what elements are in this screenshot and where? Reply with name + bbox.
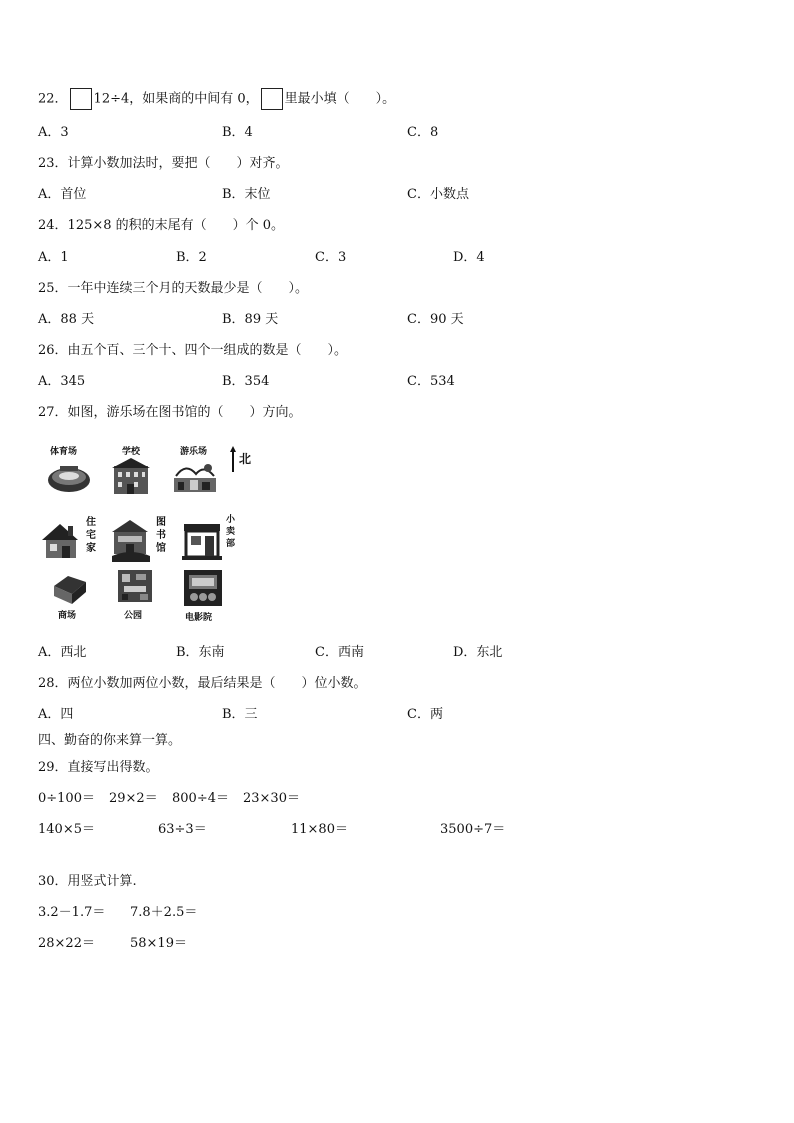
option-b[interactable]: B．354 [222,374,270,389]
option-b[interactable]: B．东南 [176,645,225,660]
label-char: 书 [156,530,166,541]
calc-item: 23×30＝ [243,791,300,806]
park-cell [114,568,164,620]
calc-item: 58×19＝ [130,936,187,951]
question-24: 24．125×8 的积的末尾有（ ）个 0。 [38,218,285,233]
amusement-park-cell [170,444,220,496]
option-a[interactable]: A．1 [38,250,69,265]
place-label-vertical [226,514,238,550]
place-label: 公园 [124,611,143,621]
house-cell [40,514,100,566]
mall-icon [50,572,94,606]
section-title: 四、勤奋的你来算一算。 [38,733,182,748]
place-label: 学校 [122,447,141,457]
question-26: 26．由五个百、三个十、四个一组成的数是（ ）。 [38,343,348,358]
label-char: 宅 [86,530,96,541]
question-23: 23．计算小数加法时，要把（ ）对齐。 [38,156,289,171]
question-27: 27．如图，游乐场在图书馆的（ ）方向。 [38,405,302,420]
option-c[interactable]: C．3 [315,250,347,265]
calc-item: 0÷100＝ [38,791,95,806]
option-c[interactable]: C．90 天 [407,312,464,327]
school-icon [108,456,158,496]
label-char: 家 [86,543,96,554]
map-figure [38,440,258,630]
place-label: 电影院 [185,613,213,623]
north-arrow-icon [230,446,236,472]
option-c[interactable]: C．西南 [315,645,364,660]
option-c[interactable]: C．小数点 [407,187,469,202]
blank-box[interactable] [70,88,92,110]
option-c[interactable]: C．8 [407,125,439,140]
option-d[interactable]: D．东北 [453,645,503,660]
place-label: 体育场 [50,447,78,457]
cinema-icon [182,568,226,608]
option-a[interactable]: A．四 [38,707,74,722]
amusement-park-icon [170,456,220,496]
label-char: 部 [226,539,236,549]
calc-item: 140×5＝ [38,822,95,837]
option-a[interactable]: A．88 天 [38,312,95,327]
place-label-vertical [86,516,98,555]
option-c[interactable]: C．两 [407,707,443,722]
question-28: 28．两位小数加两位小数，最后结果是（ ）位小数。 [38,676,367,691]
blank-box[interactable] [261,88,283,110]
school-cell [108,444,158,496]
stadium-icon [46,458,96,496]
calc-item: 29×2＝ [109,791,158,806]
north-label: 北 [239,452,252,466]
question-text: 里最小填（ ）。 [284,91,396,107]
question-25: 25．一年中连续三个月的天数最少是（ ）。 [38,281,309,296]
label-char: 住 [86,517,96,528]
option-b[interactable]: B．末位 [222,187,271,202]
shop-cell [180,514,240,566]
option-b[interactable]: B．4 [222,125,253,140]
option-b[interactable]: B．89 天 [222,312,279,327]
option-b[interactable]: B．三 [222,707,258,722]
place-label-vertical [156,516,168,555]
option-a[interactable]: A．345 [38,374,86,389]
option-b[interactable]: B．2 [176,250,207,265]
park-icon [114,568,158,606]
label-char: 馆 [156,543,166,554]
question-number: 22． [38,91,68,107]
option-a[interactable]: A．首位 [38,187,87,202]
question-29: 29．直接写出得数。 [38,760,159,775]
label-char: 卖 [226,527,236,537]
calc-item: 7.8＋2.5＝ [130,905,198,920]
cinema-cell [182,568,232,623]
question-22 [38,88,395,110]
option-d[interactable]: D．4 [453,250,485,265]
shop-icon [180,520,224,564]
library-cell [108,514,168,566]
option-c[interactable]: C．534 [407,374,455,389]
calc-item: 3.2－1.7＝ [38,905,106,920]
place-label: 商场 [58,611,77,621]
calc-item: 11×80＝ [291,822,348,837]
library-icon [108,518,154,564]
label-char: 图 [156,517,166,528]
mall-cell [46,572,96,624]
option-a[interactable]: A．西北 [38,645,87,660]
option-a[interactable]: A．3 [38,125,69,140]
calc-item: 3500÷7＝ [440,822,506,837]
question-text: 12÷4，如果商的中间有 0， [93,91,259,107]
stadium-cell [46,444,96,496]
question-30: 30．用竖式计算. [38,874,137,889]
label-char: 小 [226,515,236,525]
calc-item: 800÷4＝ [172,791,229,806]
calc-item: 63÷3＝ [158,822,207,837]
calc-item: 28×22＝ [38,936,95,951]
place-label: 游乐场 [180,447,208,457]
house-icon [40,520,84,562]
